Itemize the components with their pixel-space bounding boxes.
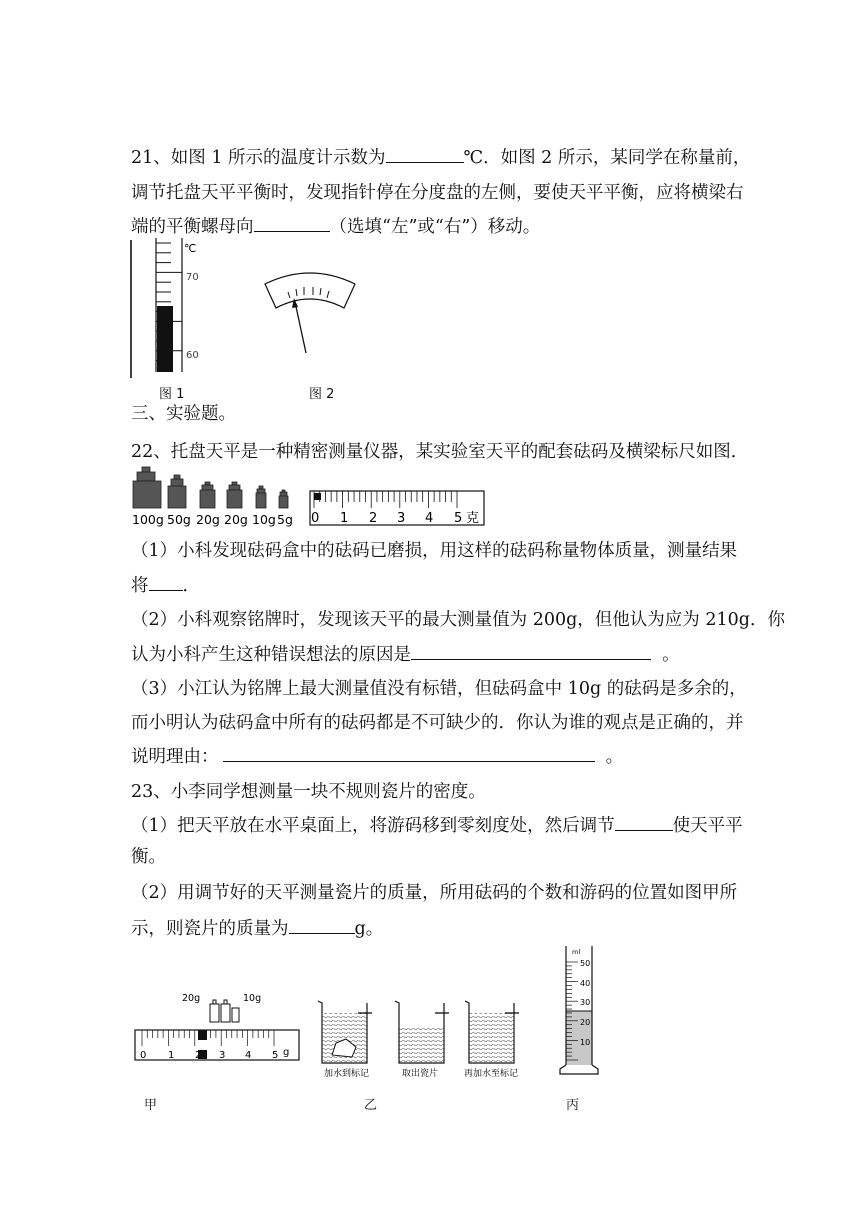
q22-p1-line2 [131,573,200,597]
jia-tick-3: 3 [219,1050,226,1061]
q22-intro: 22、托盘天平是一种精密测量仪器，某实验室天平的配套砝码及横梁标尺如图． [131,442,749,462]
q23-p1-line2: 衡。 [131,847,166,867]
q22-p2-line1: （2）小科观察铭牌时，发现该天平的最大测量值为 200g，但他认为应为 210g．你 [131,610,785,630]
bing-tick-10: 10 [580,1038,591,1047]
q23-p2-text-a: 示，则瓷片的质量为 [131,919,289,939]
balance-dial-figure [262,268,358,356]
fig-yi-beakers [312,995,540,1081]
bing-tick-40: 40 [580,979,591,988]
q23-intro: 23、小李同学想测量一块不规则瓷片的密度。 [131,782,486,802]
fig-yi-caption: 乙 [364,1098,378,1113]
weights-and-ruler-figure [130,464,490,528]
bing-tick-50: 50 [580,959,591,968]
jia-tick-4: 4 [245,1050,252,1061]
q22-result-blank[interactable] [149,573,183,591]
jia-unit: g [283,1047,290,1058]
dial-plate [265,273,355,308]
yi-label-1: 加水到标记 [324,1069,370,1079]
q23-p1-text-b: 使天平平 [672,816,743,836]
thermometer-liquid-column [157,306,173,372]
jia-tick-5: 5 [272,1050,279,1061]
ruler-tick-4: 4 [425,511,434,526]
ruler-tick-3: 3 [397,511,406,526]
bing-tick-20: 20 [580,1018,591,1027]
ruler-tick-1: 1 [340,511,349,526]
jia-weight-10g-label: 10g [243,993,262,1004]
q23-p2-line1: （2）用调节好的天平测量瓷片的质量，所用砝码的个数和游码的位置如图甲所 [131,883,738,903]
fig-bing-cylinder [554,944,606,1078]
bing-unit: ml [572,948,581,956]
jia-tick-2: 2 [195,1050,202,1061]
q23-adjust-blank[interactable] [615,813,673,831]
q21-text-3b: （选填“左”或“右”）移动。 [329,217,541,237]
q23-p2-text-b: g。 [354,919,384,939]
q22-p2-text-b: 。 [662,645,680,665]
dial-pointer [295,302,306,353]
weight-label-50g: 50g [167,512,191,527]
q22-p3-text-b: 。 [605,747,624,767]
fig-jia-caption: 甲 [144,1098,158,1113]
jia-weights [210,1000,239,1022]
yi-label-3: 再加水至标记 [464,1069,519,1079]
section-title: 三、实验题。 [131,404,236,424]
fig2-caption: 图 2 [309,387,335,402]
q22-p3-text-a: 说明理由： [131,747,219,767]
jia-rider [198,1030,207,1040]
q22-p2-text-a: 认为小科产生这种错误想法的原因是 [131,645,411,665]
weight-label-20g-b: 20g [224,512,248,527]
ruler-tick-2: 2 [369,511,378,526]
q21-line2: 调节托盘天平平衡时，发现指针停在分度盘的左侧，要使天平平衡，应将横梁右 [131,183,744,203]
q23-p1-line1 [131,813,743,837]
q21-text-1b: ℃．如图 2 所示，某同学在称量前， [463,148,751,168]
weight-label-20g-a: 20g [196,512,220,527]
jia-tick-0: 0 [140,1050,147,1061]
weight-label-10g: 10g [252,512,276,527]
thermometer-label-60: 60 [186,350,199,361]
ruler-unit: 克 [466,511,480,526]
beaker-refill-to-mark [465,1001,519,1063]
yi-label-2: 取出瓷片 [402,1069,439,1079]
fig-jia-balance [132,988,304,1068]
q22-reason-blank[interactable] [411,642,651,660]
q22-p3-line1: （3）小江认为铭牌上最大测量值没有标错，但砝码盒中 10g 的砝码是多余的， [131,679,747,699]
q22-p3-line3 [131,744,623,768]
q22-p3-line2: 而小明认为砝码盒中所有的砝码都是不可缺少的．你认为谁的观点是正确的，并 [131,713,744,733]
beaker-remove-piece [395,1001,449,1063]
ruler-tick-0: 0 [311,511,320,526]
jia-tick-1: 1 [168,1050,175,1061]
thermometer-label-70: 70 [186,272,199,283]
q21-temperature-blank[interactable] [386,145,464,163]
thermometer-figure [126,238,216,380]
q21-text-3a: 端的平衡螺母向 [131,217,254,237]
bing-tick-30: 30 [580,998,591,1007]
ruler-tick-5: 5 [454,511,463,526]
q21-direction-blank[interactable] [254,214,330,232]
q22-p1-text-a: 将 [131,576,149,596]
q23-p2-line2 [131,916,383,940]
q21-line3 [131,214,540,238]
beaker-add-water [318,1001,372,1063]
q22-p1-line1: （1）小科发现砝码盒中的砝码已磨损，用这样的砝码称量物体质量，测量结果 [131,541,738,561]
q21-line1 [131,145,750,169]
weight-label-100g: 100g [132,512,164,527]
q23-p1-text-a: （1）把天平放在水平桌面上，将游码移到零刻度处，然后调节 [131,816,615,836]
weight-set [133,467,288,508]
q22-p2-line2 [131,642,680,666]
fig1-caption: 图 1 [159,387,185,402]
rider [314,493,321,500]
jia-weight-20g-label: 20g [182,993,201,1004]
q22-explanation-blank[interactable] [223,744,595,762]
thermometer-unit: ℃ [184,242,197,255]
q22-p1-text-b: ． [182,576,200,596]
weight-label-5g: 5g [277,512,293,527]
q21-text-1a: 21、如图 1 所示的温度计示数为 [131,148,386,168]
fig-bing-caption: 丙 [566,1098,580,1113]
q23-mass-blank[interactable] [289,916,355,934]
